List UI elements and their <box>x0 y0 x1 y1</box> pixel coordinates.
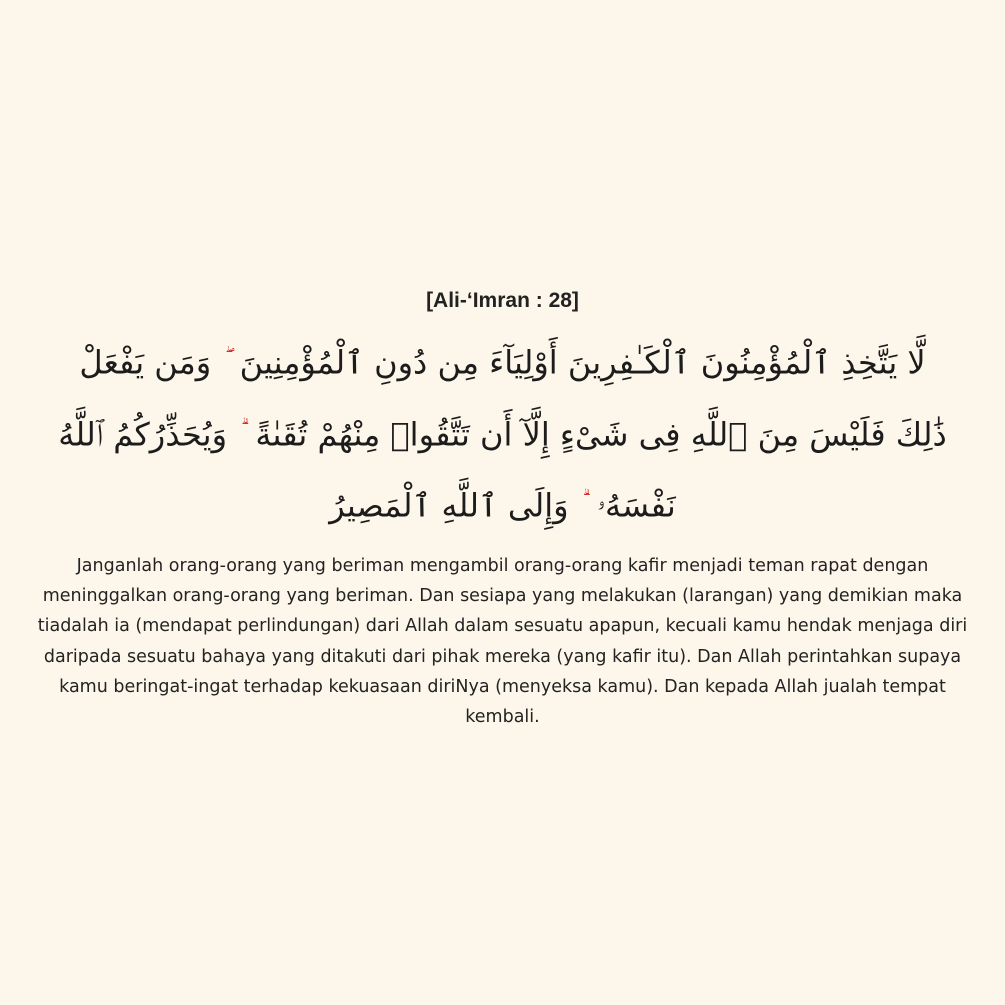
verse-reference: [Ali-‘Imran : 28] <box>426 289 579 312</box>
arabic-segment: لَّا يَتَّخِذِ ٱلْمُؤْمِنُونَ ٱلْكَـٰفِرِينَ أَوْلِيَآءَ مِن دُونِ ٱلْمُؤْمِنِينَ <box>239 343 926 382</box>
verse-card <box>30 284 975 732</box>
arabic-segment: وَيُحَذِّرُكُمُ ٱللَّهُ نَفْسَهُۥ <box>58 415 676 525</box>
arabic-verse-text <box>53 324 953 539</box>
waqf-mark <box>579 489 587 510</box>
arabic-segment: وَإِلَى ٱللَّهِ ٱلْمَصِيرُ <box>329 486 569 525</box>
arabic-segment: وَمَن يَفْعَلْ ذَٰلِكَ فَلَيْسَ مِنَ ٱللَّهِ فِى شَىْءٍ إِلَّآ أَن تَتَّقُوا۟ مِنْهُمْ تُقَىٰةً <box>79 343 947 454</box>
waqf-mark <box>237 418 245 439</box>
verse-translation: Janganlah orang-orang yang beriman mengambil orang-orang kafir menjadi teman rapat dengan meninggalkan orang-orang yang beriman. Dan sesiapa yang melakukan (larangan) yang demikian maka tiadalah ia (mendapat perlindungan) dari Allah dalam sesuatu apapun, kecuali kamu hendak menjaga diri daripada sesuatu bahaya yang ditakuti dari pihak mereka (yang kafir itu). Dan Allah perintahkan supaya kamu beringat-ingat terhadap kekuasaan diriNya (menyeksa kamu). Dan kepada Allah jualah tempat kembali. <box>37 555 968 727</box>
waqf-mark <box>221 346 229 367</box>
